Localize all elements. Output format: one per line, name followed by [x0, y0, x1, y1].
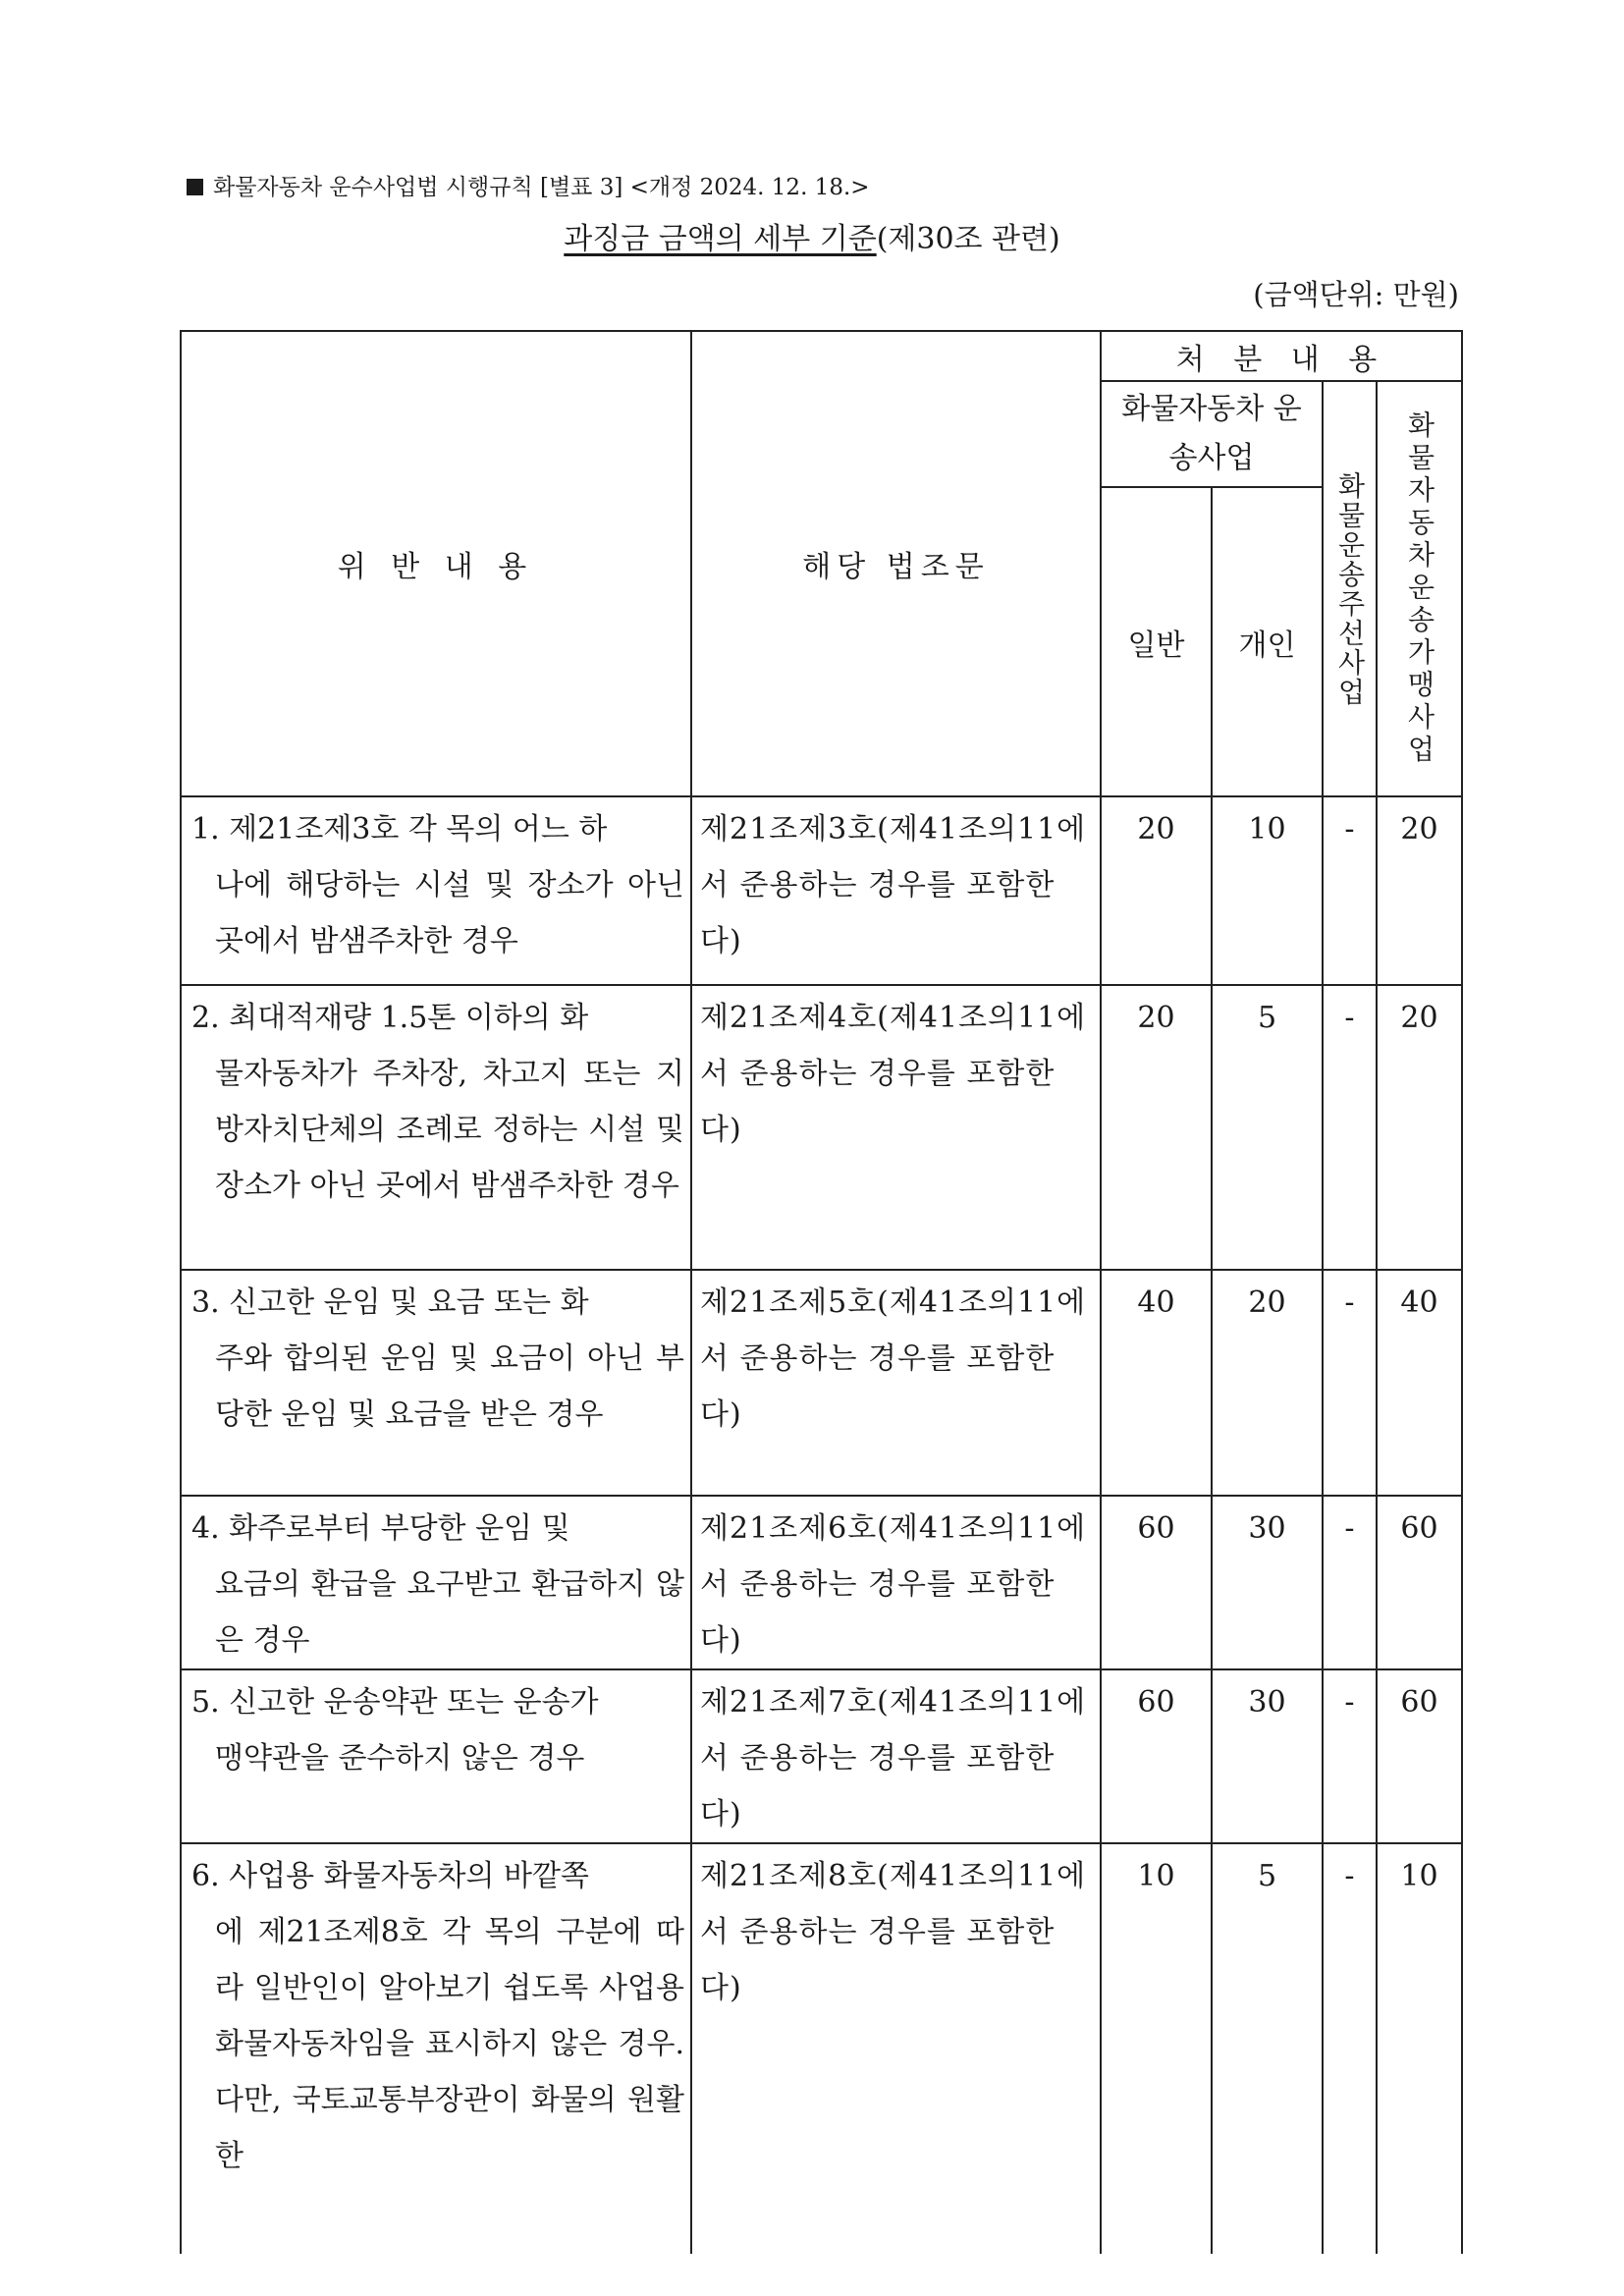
- violation-text: 1. 제21조제3호 각 목의 어느 하: [191, 812, 608, 847]
- violation-text-continued: 에 제21조제8호 각 목의 구분에 따라 일반인이 알아보기 쉽도록 사업용 화물자동차임을 표시하지 않은 경우. 다만, 국토교통부장관이 화물의 원활한: [215, 1915, 684, 2173]
- amount-individual: 30: [1212, 1669, 1323, 1843]
- page-title-rest: (제30조 관련): [876, 222, 1060, 256]
- amount-forwarding: -: [1323, 985, 1377, 1270]
- amount-general: 60: [1101, 1669, 1212, 1843]
- violation-cell: [181, 796, 691, 985]
- amount-franchise: 20: [1377, 796, 1462, 985]
- table-row: [181, 1843, 1462, 2254]
- violation-cell: [181, 1669, 691, 1843]
- amount-forwarding: -: [1323, 796, 1377, 985]
- amount-unit-note: (금액단위: 만원): [1253, 278, 1459, 311]
- law-cell: 제21조제8호(제41조의11에서 준용하는 경우를 포함한다): [691, 1843, 1101, 2254]
- amount-franchise: 60: [1377, 1496, 1462, 1669]
- page-title-underlined: 과징금 금액의 세부 기준: [564, 222, 877, 256]
- amount-franchise: 40: [1377, 1270, 1462, 1496]
- violation-text-continued: 물자동차가 주차장, 차고지 또는 지방자치단체의 조례로 정하는 시설 및 장소가 아닌 곳에서 밤샘주차한 경우: [215, 1057, 684, 1203]
- header-individual: 개인: [1212, 487, 1323, 796]
- violation-text: 2. 최대적재량 1.5톤 이하의 화: [191, 1001, 589, 1035]
- amount-franchise: 60: [1377, 1669, 1462, 1843]
- violation-text-continued: 주와 합의된 운임 및 요금이 아닌 부당한 운임 및 요금을 받은 경우: [215, 1341, 684, 1432]
- amount-individual: 5: [1212, 985, 1323, 1270]
- violation-text: 5. 신고한 운송약관 또는 운송가: [191, 1685, 599, 1720]
- regulation-header-text: 화물자동차 운수사업법 시행규칙 [별표 3] <개정 2024. 12. 18.>: [213, 175, 870, 200]
- header-disposition: 처 분 내 용: [1101, 331, 1462, 381]
- amount-individual: 10: [1212, 796, 1323, 985]
- amount-forwarding: -: [1323, 1843, 1377, 2254]
- square-bullet-icon: [187, 179, 203, 195]
- table-row: [181, 1496, 1462, 1669]
- amount-general: 40: [1101, 1270, 1212, 1496]
- amount-general: 20: [1101, 796, 1212, 985]
- page-title: [0, 214, 1624, 257]
- amount-individual: 20: [1212, 1270, 1323, 1496]
- header-forwarding-text: 화물운송주선사업: [1333, 470, 1367, 707]
- law-cell: 제21조제6호(제41조의11에서 준용하는 경우를 포함한다): [691, 1496, 1101, 1669]
- violation-text: 6. 사업용 화물자동차의 바깥쪽: [191, 1859, 589, 1893]
- violation-text-continued: 나에 해당하는 시설 및 장소가 아닌 곳에서 밤샘주차한 경우: [215, 868, 684, 958]
- table-header-row: [181, 331, 1462, 381]
- violation-text: 3. 신고한 운임 및 요금 또는 화: [191, 1285, 589, 1320]
- violation-cell: [181, 1270, 691, 1496]
- table-row: [181, 1669, 1462, 1843]
- law-cell: 제21조제3호(제41조의11에서 준용하는 경우를 포함한다): [691, 796, 1101, 985]
- table-row: [181, 985, 1462, 1270]
- header-freight-transport: 화물자동차 운송사업: [1101, 381, 1323, 487]
- amount-general: 20: [1101, 985, 1212, 1270]
- law-cell: 제21조제7호(제41조의11에서 준용하는 경우를 포함한다): [691, 1669, 1101, 1843]
- header-law: 해당 법조문: [691, 331, 1101, 796]
- violation-cell: [181, 1496, 691, 1669]
- penalty-table: [180, 330, 1463, 2254]
- header-forwarding: [1323, 381, 1377, 796]
- regulation-header: [187, 169, 870, 201]
- violation-text-continued: 맹약관을 준수하지 않은 경우: [215, 1741, 585, 1776]
- header-general: 일반: [1101, 487, 1212, 796]
- amount-franchise: 10: [1377, 1843, 1462, 2254]
- amount-forwarding: -: [1323, 1496, 1377, 1669]
- amount-individual: 30: [1212, 1496, 1323, 1669]
- law-cell: 제21조제4호(제41조의11에서 준용하는 경우를 포함한다): [691, 985, 1101, 1270]
- violation-text-continued: 요금의 환급을 요구받고 환급하지 않은 경우: [215, 1567, 684, 1658]
- header-franchise-text: 화물자동차운송가맹사업: [1403, 410, 1436, 767]
- law-cell: 제21조제5호(제41조의11에서 준용하는 경우를 포함한다): [691, 1270, 1101, 1496]
- violation-cell: [181, 1843, 691, 2254]
- violation-text: 4. 화주로부터 부당한 운임 및: [191, 1511, 570, 1546]
- amount-forwarding: -: [1323, 1270, 1377, 1496]
- amount-general: 10: [1101, 1843, 1212, 2254]
- table-row: [181, 796, 1462, 985]
- violation-cell: [181, 985, 691, 1270]
- table-row: [181, 1270, 1462, 1496]
- amount-franchise: 20: [1377, 985, 1462, 1270]
- amount-individual: 5: [1212, 1843, 1323, 2254]
- header-violation: 위 반 내 용: [181, 331, 691, 796]
- amount-general: 60: [1101, 1496, 1212, 1669]
- amount-forwarding: -: [1323, 1669, 1377, 1843]
- header-franchise: [1377, 381, 1462, 796]
